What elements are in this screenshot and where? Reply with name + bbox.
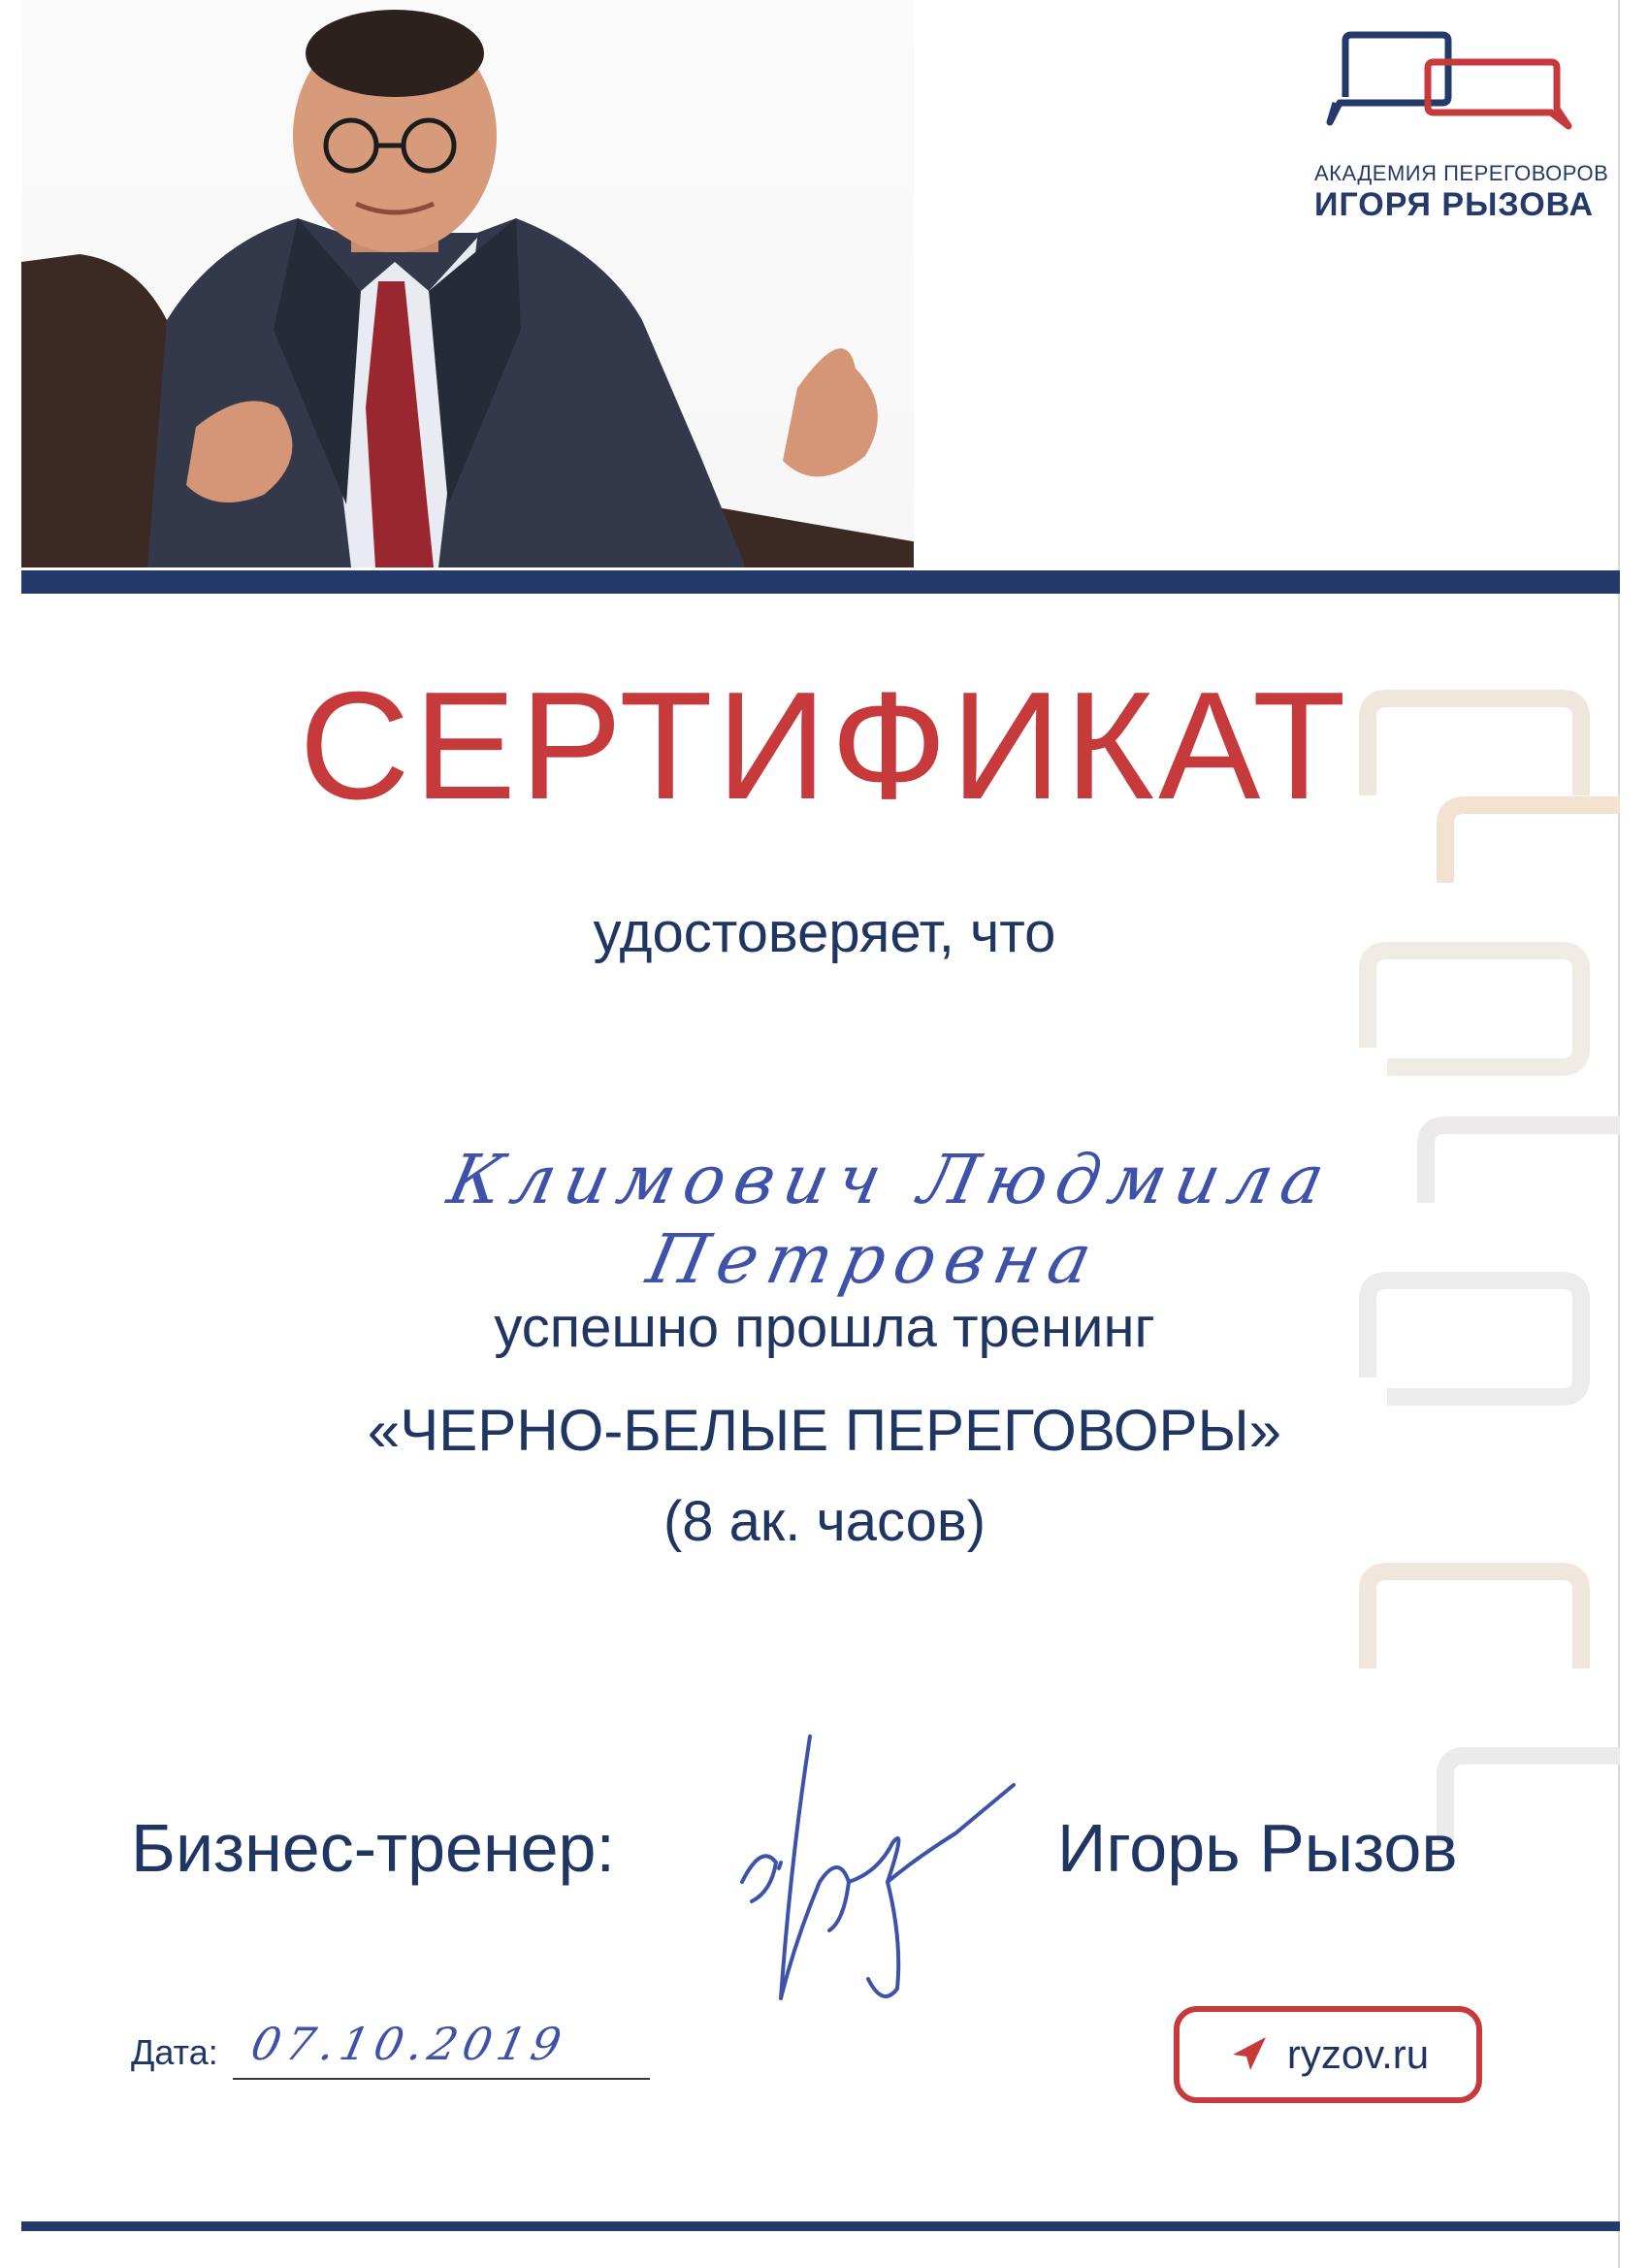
certificate-title: СЕРТИФИКАТ <box>299 661 1350 831</box>
date-value-handwritten: 07.10.2019 <box>246 2018 572 2070</box>
logo-text-name: ИГОРЯ РЫЗОВА <box>1314 186 1595 223</box>
trainer-name: Игорь Рызов <box>1057 1810 1458 1886</box>
course-name: «ЧЕРНО-БЕЛЫЕ ПЕРЕГОВОРЫ» <box>367 1398 1282 1463</box>
logo-text-academy: АКАДЕМИЯ ПЕРЕГОВОРОВ <box>1314 161 1609 185</box>
trainer-photo <box>21 0 914 567</box>
trainer-signature <box>723 1688 1033 2018</box>
certifies-that-text: удостоверяет, что <box>593 901 1056 964</box>
date-label: Дата: <box>131 2032 218 2072</box>
academy-logo <box>1314 29 1609 224</box>
trainer-label: Бизнес-тренер: <box>131 1810 615 1886</box>
course-hours: (8 ак. часов) <box>663 1490 986 1553</box>
footer-divider <box>21 2221 1620 2231</box>
website-url: ryzov.ru <box>1286 2031 1430 2077</box>
recipient-name-handwritten: Климович Людмила Петровна <box>441 1140 1342 1299</box>
speech-bubbles-logo-icon <box>1326 29 1578 134</box>
date-underline <box>233 2078 650 2080</box>
website-badge[interactable] <box>1174 2006 1482 2103</box>
header-divider <box>21 570 1620 594</box>
arrow-cursor-icon <box>1227 2033 1270 2076</box>
completed-training-text: успешно прошла тренинг <box>494 1296 1155 1359</box>
